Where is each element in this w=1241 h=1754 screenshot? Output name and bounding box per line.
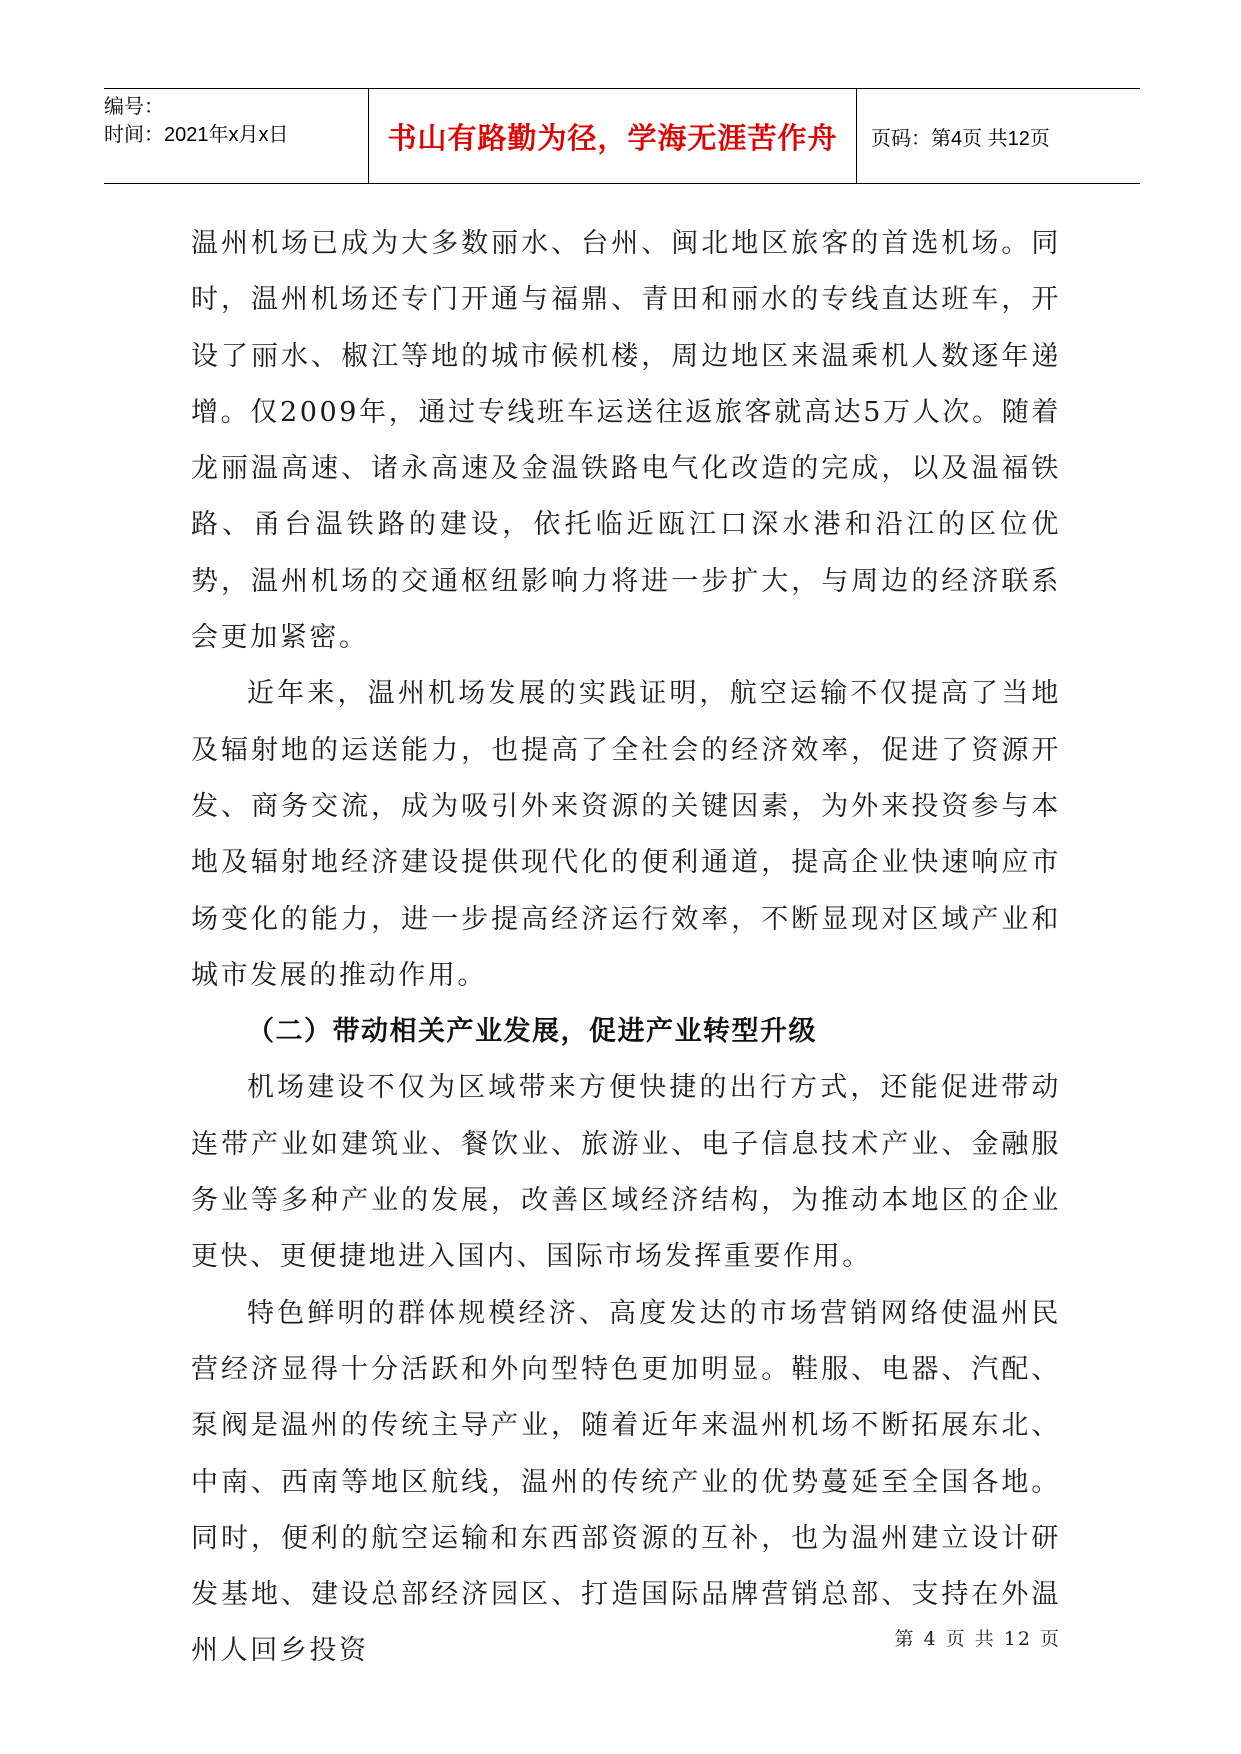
body-paragraph: 特色鲜明的群体规模经济、高度发达的市场营销网络使温州民营经济显得十分活跃和外向型特色更加明显。鞋服、电器、汽配、泵阀是温州的传统主导产业，随着近年来温州机场不断拓展东北、中南、西南等地区航线，温州的传统产业的优势蔓延至全国各地。同时，便利的航空运输和东西部资源的互补，也为温州建立设计研发基地、建设总部经济园区、打造国际品牌营销总部、支持在外温州人回乡投资: [191, 1297, 1061, 1667]
body-paragraph: 近年来，温州机场发展的实践证明，航空运输不仅提高了当地及辐射地的运送能力，也提高了全社会的经济效率，促进了资源开发、商务交流，成为吸引外来资源的关键因素，为外来投资参与本地及辐射地经济建设提供现代化的便利通道，提高企业快速响应市场变化的能力，进一步提高经济运行效率，不断显现对区域产业和城市发展的推动作用。: [191, 678, 1061, 991]
section-heading: （二）带动相关产业发展，促进产业转型升级: [247, 1016, 817, 1048]
body-paragraph: 机场建设不仅为区域带来方便快捷的出行方式，还能促进带动连带产业如建筑业、餐饮业、旅游业、电子信息技术产业、金融服务业等多种产业的发展，改善区域经济结构，为推动本地区的企业更快、更便捷地进入国内、国际市场发挥重要作用。: [191, 1072, 1061, 1273]
document-time-label: 时间：2021年x月x日: [104, 124, 289, 146]
page-footer-number: 第 4 页 共 12 页: [894, 1628, 1061, 1650]
document-body: [191, 216, 1061, 1680]
header-motto: 书山有路勤为径，学海无涯苦作舟: [369, 89, 857, 183]
header-page-label: 页码：第4页 共12页: [871, 127, 1050, 150]
document-number-label: 编号：: [104, 96, 164, 118]
body-paragraph: 温州机场已成为大多数丽水、台州、闽北地区旅客的首选机场。同时，温州机场还专门开通与福鼎、青田和丽水的专线直达班车，开设了丽水、椒江等地的城市候机楼，周边地区来温乘机人数逐年递增。仅2009年，通过专线班车运送往返旅客就高达5万人次。随着龙丽温高速、诸永高速及金温铁路电气化改造的完成，以及温福铁路、甬台温铁路的建设，依托临近瓯江口深水港和沿江的区位优势，温州机场的交通枢纽影响力将进一步扩大，与周边的经济联系会更加紧密。: [191, 228, 1061, 654]
page-header: [104, 88, 1140, 184]
header-meta: [104, 89, 369, 183]
